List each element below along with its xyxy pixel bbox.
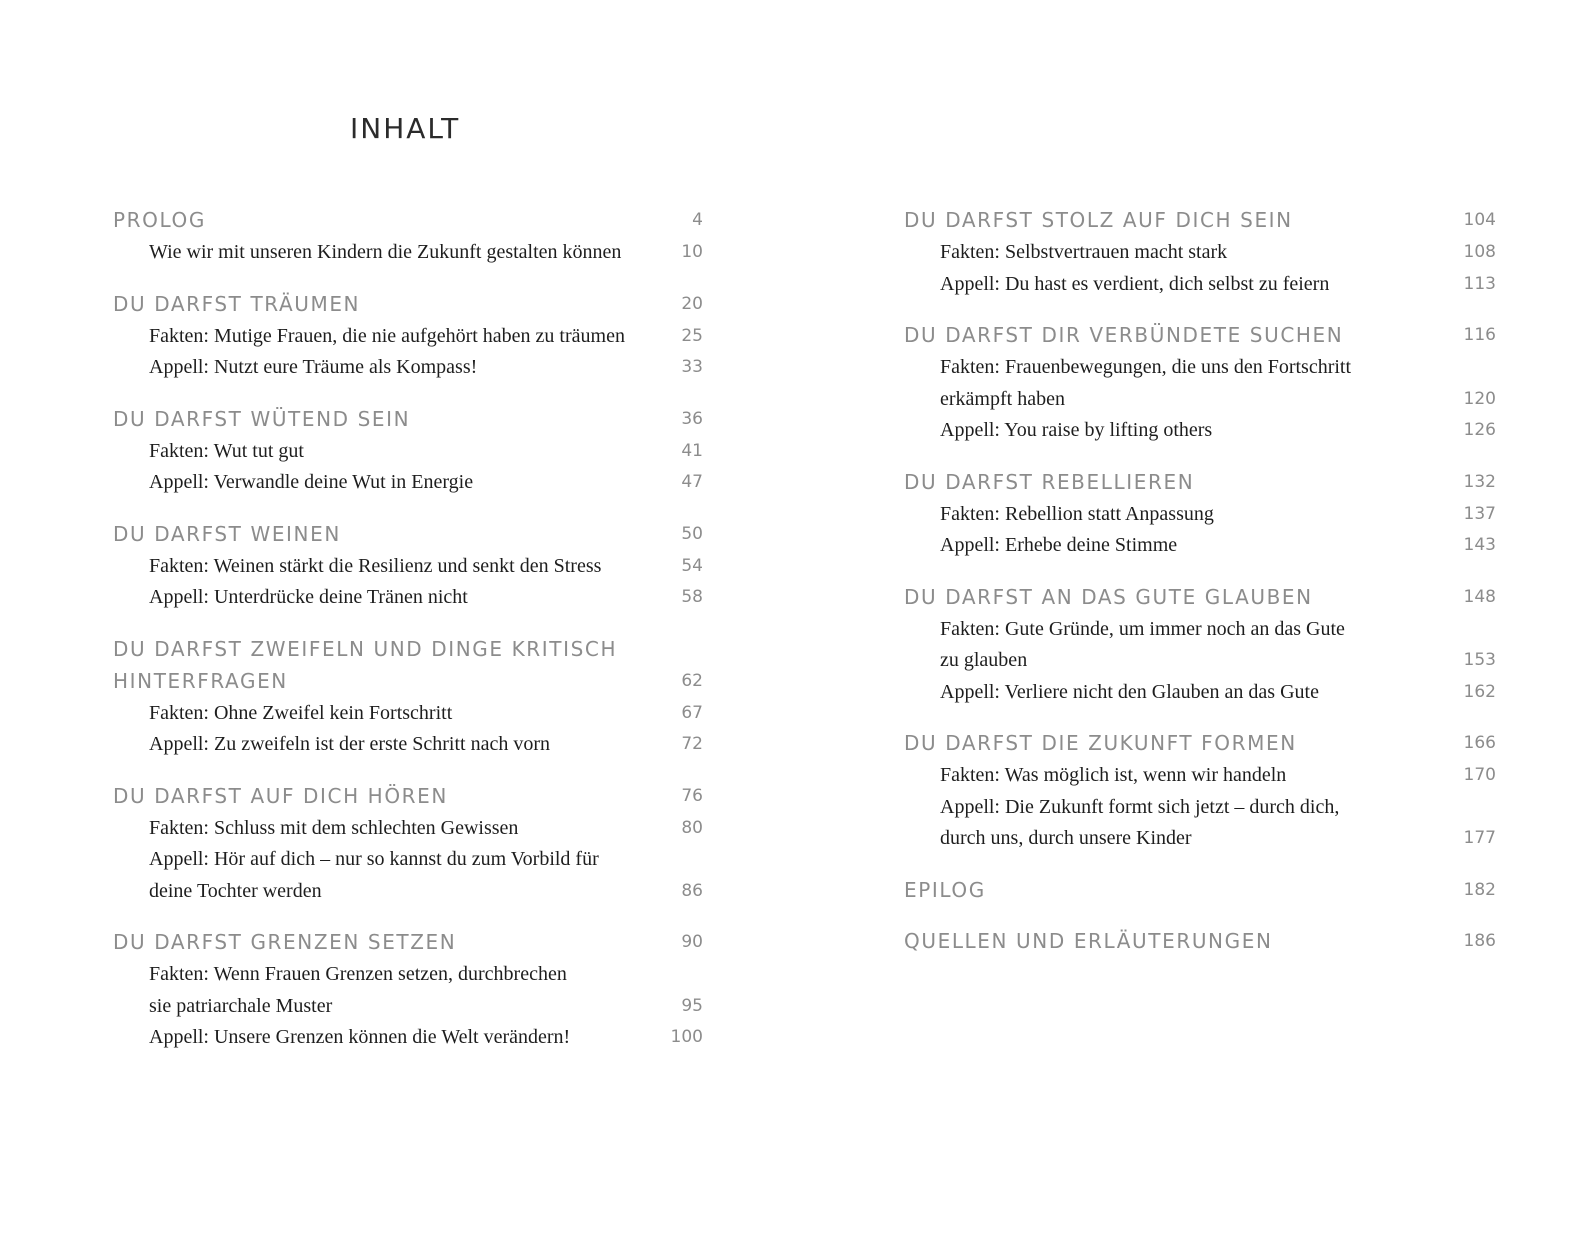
subentry-title: Appell: You raise by lifting others <box>940 419 1213 441</box>
toc-column-right <box>904 204 1496 976</box>
section-heading-row <box>113 288 703 320</box>
subentry-page-number: 143 <box>1463 535 1496 555</box>
subentry-page-number: 54 <box>681 555 703 576</box>
toc-section <box>904 204 1496 300</box>
subentry-page-number: 10 <box>681 242 703 262</box>
toc-subentry <box>113 237 703 269</box>
section-title: DU DARFST TRÄUMEN <box>113 291 361 316</box>
section-title: DU DARFST REBELLIEREN <box>904 469 1195 494</box>
toc-section <box>904 466 1496 562</box>
subentry-title: Appell: Nutzt eure Träume als Kompass! <box>149 356 478 378</box>
section-title: PROLOG <box>113 208 206 232</box>
section-heading-row <box>904 204 1496 236</box>
subentry-title: Appell: Die Zukunft formt sich jetzt – durch dich, durch uns, durch unsere Kinder <box>940 795 1340 849</box>
section-title: DU DARFST ZWEIFELN UND DINGE KRITISCH HINTERFRAGEN <box>113 636 618 693</box>
subentry-page-number: 120 <box>1463 388 1496 409</box>
subentry-title: Fakten: Weinen stärkt die Resilienz und senkt den Stress <box>149 554 602 577</box>
subentry-page-number: 58 <box>681 587 703 607</box>
subentry-page-number: 153 <box>1463 650 1496 670</box>
section-page-number: 62 <box>681 670 703 691</box>
page-title: INHALT <box>350 112 461 145</box>
subentry-list <box>904 352 1496 447</box>
subentry-list <box>113 237 703 269</box>
subentry-title: Appell: Verliere nicht den Glauben an das Gute <box>940 680 1319 703</box>
toc-section <box>904 727 1496 855</box>
toc-section <box>113 403 703 499</box>
toc-section <box>113 633 703 761</box>
toc-subentry <box>113 729 703 761</box>
section-page-number: 50 <box>681 523 703 544</box>
section-page-number: 90 <box>681 932 703 952</box>
section-heading-row <box>113 633 703 697</box>
section-title: DU DARFST DIE ZUKUNFT FORMEN <box>904 731 1297 755</box>
section-title: DU DARFST WEINEN <box>113 521 341 546</box>
subentry-page-number: 137 <box>1463 503 1496 524</box>
subentry-title: Appell: Erhebe deine Stimme <box>940 534 1178 556</box>
subentry-list <box>113 698 703 761</box>
subentry-list <box>904 614 1496 709</box>
toc-subentry <box>113 1022 703 1054</box>
toc-section <box>904 319 1496 447</box>
subentry-title: Appell: Unterdrücke deine Tränen nicht <box>149 586 468 608</box>
toc-section <box>113 780 703 908</box>
section-heading-row <box>904 319 1496 351</box>
section-title: QUELLEN UND ERLÄUTERUNGEN <box>904 928 1273 953</box>
toc-subentry <box>904 415 1496 447</box>
subentry-page-number: 100 <box>670 1027 703 1047</box>
toc-subentry <box>904 352 1496 415</box>
subentry-page-number: 67 <box>681 702 703 723</box>
section-title: DU DARFST AN DAS GUTE GLAUBEN <box>904 584 1313 609</box>
toc-subentry <box>904 614 1496 677</box>
toc-subentry <box>904 792 1496 855</box>
subentry-page-number: 108 <box>1463 242 1496 262</box>
section-heading-row <box>904 581 1496 613</box>
toc-section <box>113 926 703 1054</box>
toc-subentry <box>113 467 703 499</box>
subentry-page-number: 162 <box>1463 681 1496 702</box>
subentry-page-number: 72 <box>681 734 703 754</box>
subentry-page-number: 80 <box>681 817 703 838</box>
subentry-list <box>113 321 703 384</box>
subentry-page-number: 126 <box>1463 420 1496 440</box>
section-page-number: 4 <box>692 210 703 230</box>
subentry-list <box>113 551 703 614</box>
subentry-title: Appell: Verwandle deine Wut in Energie <box>149 471 474 493</box>
subentry-title: Appell: Unsere Grenzen können die Welt verändern! <box>149 1026 571 1048</box>
subentry-title: Fakten: Selbstvertrauen macht stark <box>940 241 1228 263</box>
subentry-page-number: 25 <box>681 325 703 346</box>
section-page-number: 104 <box>1463 210 1496 230</box>
toc-subentry <box>113 436 703 468</box>
subentry-page-number: 113 <box>1463 273 1496 294</box>
subentry-list <box>113 813 703 908</box>
subentry-list <box>904 499 1496 562</box>
subentry-title: Fakten: Was möglich ist, wenn wir handeln <box>940 764 1287 786</box>
section-title: EPILOG <box>904 877 986 902</box>
section-page-number: 20 <box>681 293 703 314</box>
section-heading-row <box>904 925 1496 957</box>
section-title: DU DARFST GRENZEN SETZEN <box>113 930 457 954</box>
section-page-number: 182 <box>1463 879 1496 900</box>
toc-subentry <box>904 530 1496 562</box>
toc-subentry <box>113 321 703 353</box>
section-page-number: 36 <box>681 408 703 429</box>
section-title: DU DARFST AUF DICH HÖREN <box>113 783 448 808</box>
section-heading-row <box>904 466 1496 498</box>
section-title: DU DARFST DIR VERBÜNDETE SUCHEN <box>904 323 1344 347</box>
section-page-number: 76 <box>681 785 703 806</box>
subentry-page-number: 33 <box>681 357 703 377</box>
section-page-number: 186 <box>1463 930 1496 951</box>
section-heading-row <box>113 926 703 958</box>
toc-subentry <box>904 237 1496 269</box>
subentry-list <box>113 959 703 1054</box>
toc-subentry <box>113 551 703 583</box>
subentry-page-number: 177 <box>1463 828 1496 848</box>
toc-column-left <box>113 204 703 1073</box>
toc-section <box>113 204 703 269</box>
toc-section <box>904 581 1496 709</box>
section-heading-row <box>113 204 703 236</box>
toc-subentry <box>113 582 703 614</box>
section-page-number: 166 <box>1463 733 1496 753</box>
subentry-title: Appell: Zu zweifeln ist der erste Schritt nach vorn <box>149 733 550 755</box>
section-heading-row <box>113 403 703 435</box>
section-title: DU DARFST WÜTEND SEIN <box>113 406 411 431</box>
section-page-number: 116 <box>1463 325 1496 345</box>
section-heading-row <box>113 518 703 550</box>
subentry-title: Fakten: Frauenbewegungen, die uns den Fortschritt erkämpft haben <box>940 356 1352 410</box>
toc-section <box>904 874 1496 906</box>
toc-section <box>113 288 703 384</box>
toc-subentry <box>113 698 703 730</box>
subentry-title: Fakten: Wut tut gut <box>149 439 304 462</box>
section-title: DU DARFST STOLZ AUF DICH SEIN <box>904 208 1293 232</box>
subentry-page-number: 170 <box>1463 765 1496 785</box>
subentry-title: Appell: Du hast es verdient, dich selbst zu feiern <box>940 272 1330 295</box>
toc-subentry <box>113 352 703 384</box>
section-heading-row <box>904 727 1496 759</box>
subentry-page-number: 47 <box>681 472 703 492</box>
section-heading-row <box>113 780 703 812</box>
subentry-title: Wie wir mit unseren Kindern die Zukunft gestalten können <box>149 241 622 263</box>
toc-subentry <box>904 499 1496 531</box>
toc-subentry <box>113 844 703 907</box>
subentry-list <box>904 760 1496 855</box>
subentry-title: Fakten: Ohne Zweifel kein Fortschritt <box>149 701 453 724</box>
subentry-list <box>113 436 703 499</box>
subentry-title: Appell: Hör auf dich – nur so kannst du zum Vorbild für deine Tochter werden <box>149 848 599 902</box>
subentry-title: Fakten: Mutige Frauen, die nie aufgehört haben zu träumen <box>149 324 625 347</box>
subentry-page-number: 41 <box>681 440 703 461</box>
toc-subentry <box>904 269 1496 301</box>
subentry-page-number: 86 <box>681 880 703 901</box>
section-page-number: 148 <box>1463 586 1496 607</box>
subentry-page-number: 95 <box>681 995 703 1016</box>
section-page-number: 132 <box>1463 471 1496 492</box>
toc-section <box>904 925 1496 957</box>
subentry-title: Fakten: Schluss mit dem schlechten Gewissen <box>149 816 519 839</box>
section-heading-row <box>904 874 1496 906</box>
toc-subentry <box>113 959 703 1022</box>
toc-subentry <box>113 813 703 845</box>
subentry-title: Fakten: Rebellion statt Anpassung <box>940 502 1214 525</box>
toc-section <box>113 518 703 614</box>
toc-subentry <box>904 760 1496 792</box>
subentry-title: Fakten: Gute Gründe, um immer noch an das Gute zu glauben <box>940 617 1345 671</box>
subentry-list <box>904 237 1496 300</box>
toc-subentry <box>904 677 1496 709</box>
subentry-title: Fakten: Wenn Frauen Grenzen setzen, durchbrechen sie patriarchale Muster <box>149 963 567 1017</box>
